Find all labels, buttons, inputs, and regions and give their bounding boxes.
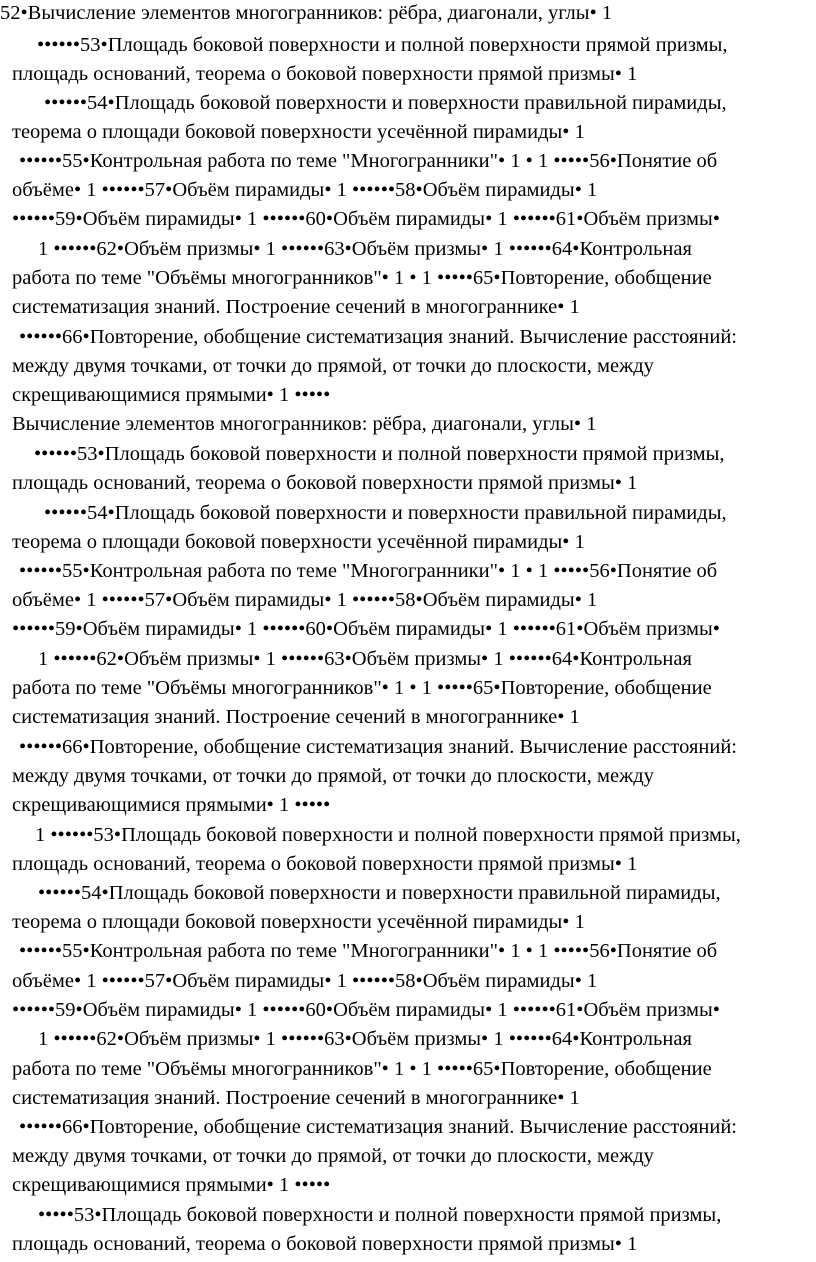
text-line: работа по теме "Объёмы многогранников"• 1 • 1 •••••65•Повторение, обобщение (12, 267, 712, 289)
text-line: между двумя точками, от точки до прямой, от точки до плоскости, между (12, 765, 654, 787)
text-line: 52•Вычисление элементов многогранников: рёбра, диагонали, углы• 1 (0, 2, 613, 24)
text-line: ••••••59•Объём пирамиды• 1 ••••••60•Объём пирамиды• 1 ••••••61•Объём призмы• (12, 208, 720, 230)
text-line: систематизация знаний. Построение сечений в многограннике• 1 (12, 1087, 580, 1109)
text-line: ••••••66•Повторение, обобщение систематизация знаний. Вычисление расстояний: (19, 1116, 737, 1138)
text-line: ••••••66•Повторение, обобщение систематизация знаний. Вычисление расстояний: (19, 326, 737, 348)
text-line: скрещивающимися прямыми• 1 ••••• (12, 794, 331, 816)
text-line: ••••••59•Объём пирамиды• 1 ••••••60•Объём пирамиды• 1 ••••••61•Объём призмы• (12, 999, 720, 1021)
text-line: теорема о площади боковой поверхности усечённой пирамиды• 1 (12, 121, 585, 143)
text-line: ••••••54•Площадь боковой поверхности и поверхности правильной пирамиды, (38, 882, 721, 904)
text-line: площадь оснований, теорема о боковой поверхности прямой призмы• 1 (12, 472, 638, 494)
text-line: объёме• 1 ••••••57•Объём пирамиды• 1 ••••••58•Объём пирамиды• 1 (12, 970, 598, 992)
text-line: систематизация знаний. Построение сечений в многограннике• 1 (12, 706, 580, 728)
text-line: ••••••55•Контрольная работа по теме "Многогранники"• 1 • 1 •••••56•Понятие об (19, 940, 718, 962)
text-line: систематизация знаний. Построение сечений в многограннике• 1 (12, 296, 580, 318)
text-line: объёме• 1 ••••••57•Объём пирамиды• 1 ••••••58•Объём пирамиды• 1 (12, 589, 598, 611)
text-line: ••••••54•Площадь боковой поверхности и поверхности правильной пирамиды, (44, 502, 727, 524)
text-line: между двумя точками, от точки до прямой, от точки до плоскости, между (12, 355, 654, 377)
text-line: теорема о площади боковой поверхности усечённой пирамиды• 1 (12, 531, 585, 553)
text-line: ••••••55•Контрольная работа по теме "Многогранники"• 1 • 1 •••••56•Понятие об (19, 150, 718, 172)
text-line: ••••••54•Площадь боковой поверхности и поверхности правильной пирамиды, (44, 92, 727, 114)
text-line: 1 ••••••62•Объём призмы• 1 ••••••63•Объём призмы• 1 ••••••64•Контрольная (38, 648, 692, 670)
text-line: площадь оснований, теорема о боковой поверхности прямой призмы• 1 (12, 1233, 638, 1255)
text-line: работа по теме "Объёмы многогранников"• 1 • 1 •••••65•Повторение, обобщение (12, 1058, 712, 1080)
text-line: площадь оснований, теорема о боковой поверхности прямой призмы• 1 (12, 63, 638, 85)
text-line: Вычисление элементов многогранников: рёбра, диагонали, углы• 1 (12, 413, 597, 435)
text-line: теорема о площади боковой поверхности усечённой пирамиды• 1 (12, 911, 585, 933)
text-line: скрещивающимися прямыми• 1 ••••• (12, 1174, 331, 1196)
text-line: работа по теме "Объёмы многогранников"• 1 • 1 •••••65•Повторение, обобщение (12, 677, 712, 699)
text-line: ••••••66•Повторение, обобщение систематизация знаний. Вычисление расстояний: (19, 736, 737, 758)
text-line: •••••53•Площадь боковой поверхности и полной поверхности прямой призмы, (38, 1204, 722, 1226)
text-line: площадь оснований, теорема о боковой поверхности прямой призмы• 1 (12, 853, 638, 875)
text-line: 1 ••••••62•Объём призмы• 1 ••••••63•Объём призмы• 1 ••••••64•Контрольная (38, 238, 692, 260)
text-line: 1 ••••••62•Объём призмы• 1 ••••••63•Объём призмы• 1 ••••••64•Контрольная (38, 1028, 692, 1050)
text-line: объёме• 1 ••••••57•Объём пирамиды• 1 ••••••58•Объём пирамиды• 1 (12, 179, 598, 201)
text-line: ••••••59•Объём пирамиды• 1 ••••••60•Объём пирамиды• 1 ••••••61•Объём призмы• (12, 618, 720, 640)
text-line: 1 ••••••53•Площадь боковой поверхности и полной поверхности прямой призмы, (35, 824, 741, 846)
text-line: ••••••53•Площадь боковой поверхности и полной поверхности прямой призмы, (34, 443, 725, 465)
text-line: скрещивающимися прямыми• 1 ••••• (12, 384, 331, 406)
text-line: между двумя точками, от точки до прямой, от точки до плоскости, между (12, 1145, 654, 1167)
text-line: ••••••55•Контрольная работа по теме "Многогранники"• 1 • 1 •••••56•Понятие об (19, 560, 718, 582)
text-line: ••••••53•Площадь боковой поверхности и полной поверхности прямой призмы, (37, 34, 728, 56)
